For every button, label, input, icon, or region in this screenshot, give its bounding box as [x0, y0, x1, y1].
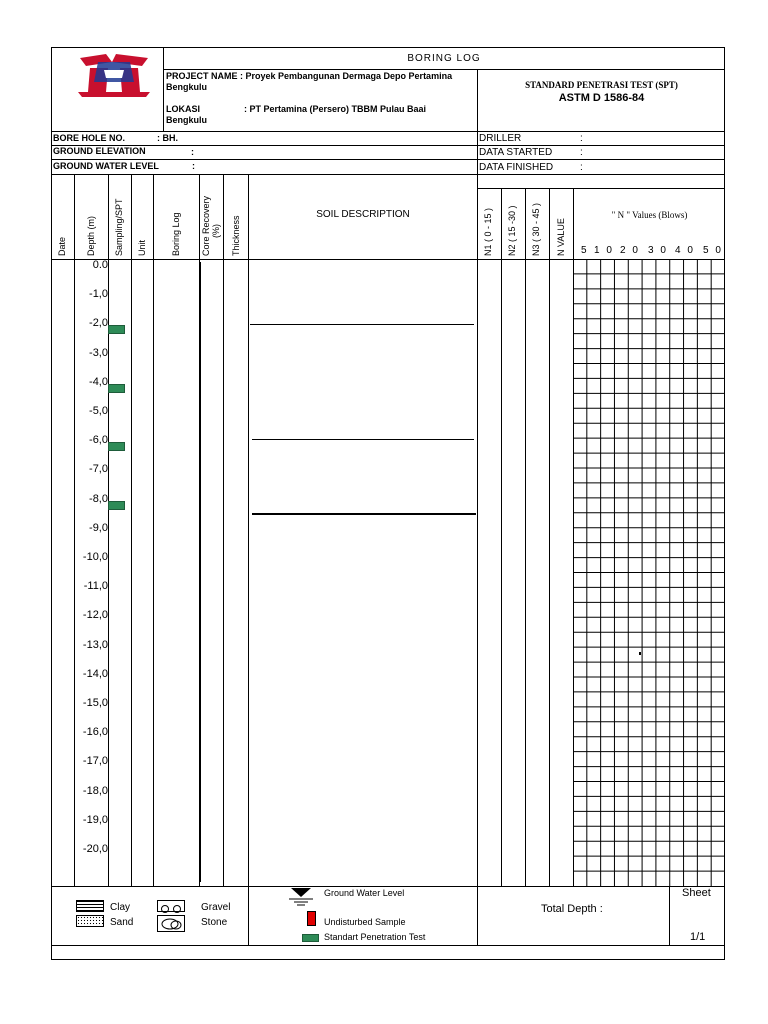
header-title-rule — [163, 69, 725, 70]
clay-symbol — [76, 900, 104, 912]
date-finished-label: DATA FINISHED — [479, 162, 554, 173]
lokasi-label: LOKASI — [166, 104, 201, 114]
depth-label: -5,0 — [89, 405, 108, 417]
spt-standard: ASTM D 1586-84 — [558, 92, 645, 104]
ground-water-level-value: : — [192, 161, 195, 171]
spt-sample-marker — [108, 501, 125, 510]
depth-label: -11,0 — [83, 580, 108, 593]
sand-label: Sand — [110, 917, 134, 928]
depth-label: -20,0 — [82, 843, 108, 855]
undisturbed-sample-icon — [307, 911, 316, 926]
depth-label: -6,0 — [89, 434, 108, 447]
depth-label: -15,0 — [82, 697, 108, 709]
col-header-unit: Unit — [137, 239, 147, 256]
spt-subrule — [477, 188, 725, 189]
n-values-title: " N " Values (Blows) — [611, 210, 688, 220]
lokasi-value: : PT Pertamina (Persero) TBBM Pulau Baai Bengkulu — [166, 104, 427, 125]
n-scale-label: 5 — [581, 245, 589, 256]
col-header-n3: N3 ( 30 - 45 ) — [531, 202, 541, 256]
legend-divider-3 — [669, 886, 670, 945]
clay-label: Clay — [110, 902, 131, 913]
depth-label: -1,0 — [89, 288, 108, 301]
sheet-value: 1/1 — [690, 931, 706, 943]
col-line-thickness — [248, 174, 249, 886]
gravel-symbol — [157, 900, 185, 912]
gravel-label: Gravel — [201, 902, 231, 913]
col-header-soil-description: SOIL DESCRIPTION — [316, 209, 410, 220]
col-header-date: Date — [57, 236, 67, 256]
date-finished-value: : — [580, 162, 583, 173]
info-divider — [477, 131, 478, 174]
col-header-boring-log: Boring Log — [171, 212, 181, 256]
col-line-core — [223, 174, 224, 886]
ground-water-level-icon — [288, 887, 314, 909]
n-scale-label: 1 0 — [594, 245, 614, 256]
col-line-n3 — [549, 188, 550, 886]
depth-label: -3,0 — [89, 346, 108, 359]
stratum-line — [250, 324, 474, 325]
n-scale-label: 2 0 — [620, 245, 640, 256]
stone-symbol — [157, 915, 185, 932]
undisturbed-sample-legend: Undisturbed Sample — [324, 917, 406, 927]
legend-bottom-rule — [51, 945, 725, 946]
sheet-label: Sheet — [682, 887, 711, 899]
info-rule-2 — [51, 159, 725, 160]
depth-label: -7,0 — [89, 463, 108, 476]
spt-legend-icon — [302, 934, 319, 942]
total-depth-label: Total Depth : — [541, 903, 603, 915]
depth-label: -2,0 — [89, 317, 108, 330]
header-bottom-rule — [51, 131, 725, 132]
col-line-n2 — [525, 188, 526, 886]
spt-sample-marker — [108, 384, 125, 393]
spt-sample-marker — [108, 442, 125, 451]
depth-label: -18,0 — [82, 784, 108, 797]
legend-top-rule — [51, 886, 725, 887]
depth-label: -14,0 — [82, 667, 108, 680]
col-header-depth: Depth (m) — [86, 215, 96, 256]
col-line-depth — [108, 174, 109, 886]
depth-label: -4,0 — [89, 375, 108, 388]
stone-label: Stone — [201, 917, 228, 928]
col-header-core-recovery-unit: (%) — [211, 224, 221, 238]
col-header-n2: N2 ( 15 -30 ) — [507, 205, 517, 256]
col-header-thickness: Thickness — [231, 215, 241, 256]
ground-water-level-label: GROUND WATER LEVEL — [53, 161, 159, 171]
sand-symbol — [76, 915, 104, 927]
form-title: BORING LOG — [407, 53, 481, 64]
depth-label: -17,0 — [82, 755, 108, 768]
stratum-line — [252, 439, 474, 440]
col-header-n1: N1 ( 0 - 15 ) — [483, 207, 493, 256]
col-line-n1 — [501, 188, 502, 886]
bore-hole-label: BORE HOLE NO. — [53, 133, 126, 143]
n-scale-label: 3 0 — [648, 245, 668, 256]
depth-label: -16,0 — [82, 726, 108, 739]
spt-legend: Standart Penetration Test — [324, 932, 426, 942]
n-values-grid — [573, 259, 725, 886]
info-rule-1 — [51, 145, 725, 146]
project-name: PROJECT NAME : Proyek Pembangunan Dermaga Depo Pertamina Bengkulu — [166, 71, 453, 92]
bore-hole-value: : BH. — [157, 133, 178, 143]
spt-sample-marker — [108, 325, 125, 334]
ground-elevation-value: : — [191, 147, 194, 157]
date-started-value: : — [580, 147, 583, 158]
ground-elevation-label: GROUND ELEVATION — [53, 146, 146, 156]
col-line-soil — [477, 174, 478, 886]
grid-tick-mark — [639, 652, 641, 655]
depth-label: -19,0 — [82, 813, 108, 826]
date-started-label: DATA STARTED — [479, 147, 553, 158]
driller-value: : — [580, 133, 583, 144]
depth-label: -10,0 — [82, 551, 108, 563]
n-scale-label: 4 0 — [675, 245, 695, 256]
depth-label: 0.0 — [92, 259, 108, 271]
depth-label: -8,0 — [89, 492, 108, 505]
n-scale-label: 5 0 — [703, 245, 723, 256]
depth-label: -12,0 — [82, 609, 108, 622]
depth-label: -9,0 — [89, 521, 108, 534]
boring-log-core-line — [199, 262, 201, 882]
company-logo — [76, 52, 152, 98]
depth-label: -13,0 — [82, 638, 108, 651]
legend-divider-1 — [248, 886, 249, 945]
col-line-sampling — [131, 174, 132, 886]
legend-divider-2 — [477, 886, 478, 945]
col-header-n-value: N VALUE — [556, 218, 566, 256]
ground-water-level-legend: Ground Water Level — [324, 888, 405, 898]
driller-label: DRILLER — [479, 133, 522, 144]
col-line-unit — [153, 174, 154, 886]
col-header-core-recovery: Core Recovery — [201, 195, 211, 256]
stratum-line — [252, 513, 476, 515]
spt-title: STANDARD PENETRASI TEST (SPT) — [525, 80, 678, 90]
col-header-sampling: Sampling/SPT — [114, 198, 124, 256]
